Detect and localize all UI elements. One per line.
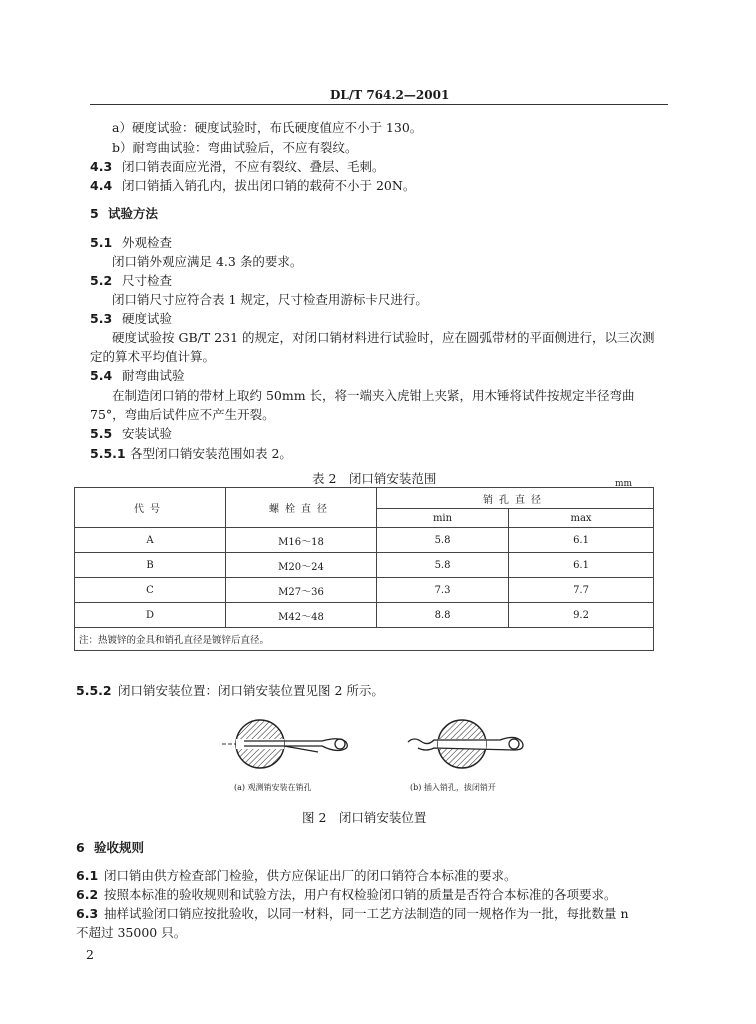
- section-5-heading: 试验方法: [108, 206, 159, 221]
- section-5-1-number: 5.1: [90, 235, 113, 250]
- section-4-3-number: 4.3: [90, 159, 113, 174]
- row-min: 5.8: [377, 528, 509, 553]
- section-5-2-body: 闭口销尺寸应符合表 1 规定，尺寸检查用游标卡尺进行。: [112, 292, 428, 307]
- section-6-2-text: 按照本标准的验收规则和试验方法，用户有权检验闭口销的质量是否符合本标准的各项要求。: [104, 887, 617, 902]
- section-4-4-text: 闭口销插入销孔内，拔出闭口销的载荷不小于 20N。: [122, 178, 416, 193]
- header-code: 代号: [75, 488, 226, 528]
- row-bolt: M42～48: [226, 603, 377, 628]
- row-min: 5.8: [377, 553, 509, 578]
- section-5-5-1-number: 5.5.1: [90, 446, 126, 461]
- section-5-5-heading: 安装试验: [122, 426, 173, 441]
- header-max: max: [509, 509, 654, 528]
- row-max: 6.1: [509, 553, 654, 578]
- figure-2b-drawing: [404, 712, 528, 778]
- row-bolt: M16～18: [226, 528, 377, 553]
- installation-range-table: [74, 487, 654, 651]
- figure-2-title: 图 2 闭口销安装位置: [302, 810, 427, 825]
- table-note: 注：热镀锌的金具和销孔直径是镀锌后直径。: [75, 628, 654, 651]
- section-6-heading: 验收规则: [94, 840, 145, 855]
- section-4-3-text: 闭口销表面应光滑，不应有裂纹、叠层、毛刺。: [122, 159, 385, 174]
- figure-2a-caption: (a) 观测销安装在销孔: [234, 783, 312, 792]
- section-5-1-body: 闭口销外观应满足 4.3 条的要求。: [112, 254, 303, 269]
- row-max: 9.2: [509, 603, 654, 628]
- section-5-5-1-text: 各型闭口销安装范围如表 2。: [130, 446, 292, 461]
- section-5-4-body-line2: 75°，弯曲后试件应不产生开裂。: [90, 407, 275, 422]
- section-5-5-2-number: 5.5.2: [76, 683, 112, 698]
- row-bolt: M27～36: [226, 578, 377, 603]
- row-code: C: [75, 578, 226, 603]
- row-min: 8.8: [377, 603, 509, 628]
- table-row: [75, 578, 654, 603]
- section-4-4-number: 4.4: [90, 178, 113, 193]
- section-5-2-heading: 尺寸检查: [122, 273, 173, 288]
- figure-2a-drawing: [222, 712, 362, 778]
- section-5-2-number: 5.2: [90, 273, 113, 288]
- section-5-4-body-line1: 在制造闭口销的带材上取约 50mm 长，将一端夹入虎钳上夹紧，用木锤将试件按规定半径弯曲: [112, 388, 635, 403]
- section-5-3-body-line1: 硬度试验按 GB/T 231 的规定，对闭口销材料进行试验时，应在圆弧带材的平面侧进行，以三次测: [112, 330, 655, 345]
- section-5-3-body-line2: 定的算术平均值计算。: [90, 349, 216, 364]
- section-5-3-number: 5.3: [90, 311, 113, 326]
- section-5-number: 5: [90, 206, 99, 221]
- header-min: min: [377, 509, 509, 528]
- section-5-5-2-text: 闭口销安装位置：闭口销安装位置见图 2 所示。: [118, 683, 384, 698]
- figure-2b-caption: (b) 插入销孔，拔闭销开: [410, 783, 496, 792]
- section-6-3-number: 6.3: [76, 906, 99, 921]
- row-code: A: [75, 528, 226, 553]
- section-5-1-heading: 外观检查: [122, 235, 173, 250]
- header-bolt-diameter: 螺栓直径: [226, 488, 377, 528]
- table-2-unit: mm: [615, 479, 633, 489]
- row-max: 7.7: [509, 578, 654, 603]
- section-6-1-number: 6.1: [76, 868, 99, 883]
- section-6-3-body-line2: 不超过 35000 只。: [76, 925, 187, 940]
- row-code: B: [75, 553, 226, 578]
- table-row: [75, 553, 654, 578]
- row-bolt: M20～24: [226, 553, 377, 578]
- section-5-4-heading: 耐弯曲试验: [122, 368, 185, 383]
- item-b-bending: b）耐弯曲试验：弯曲试验后，不应有裂纹。: [112, 140, 358, 155]
- section-5-5-number: 5.5: [90, 426, 113, 441]
- table-row: [75, 603, 654, 628]
- header-rule: [90, 104, 668, 105]
- row-min: 7.3: [377, 578, 509, 603]
- table-row: [75, 528, 654, 553]
- page-number: 2: [86, 947, 94, 962]
- header-hole-diameter: 销孔直径: [377, 488, 654, 509]
- document-code-header: DL/T 764.2—2001: [330, 88, 450, 102]
- section-5-3-heading: 硬度试验: [122, 311, 173, 326]
- section-6-1-text: 闭口销由供方检查部门检验，供方应保证出厂的闭口销符合本标准的要求。: [104, 868, 517, 883]
- row-code: D: [75, 603, 226, 628]
- table-2-title: 表 2 闭口销安装范围: [312, 471, 437, 486]
- section-5-4-number: 5.4: [90, 368, 113, 383]
- section-6-3-body-line1: 抽样试验闭口销应按批验收，以同一材料，同一工艺方法制造的同一规格作为一批，每批数量 n: [104, 906, 629, 921]
- row-max: 6.1: [509, 528, 654, 553]
- section-6-2-number: 6.2: [76, 887, 99, 902]
- item-a-hardness: a）硬度试验：硬度试验时，布氏硬度值应不小于 130。: [112, 120, 423, 135]
- section-6-number: 6: [76, 840, 85, 855]
